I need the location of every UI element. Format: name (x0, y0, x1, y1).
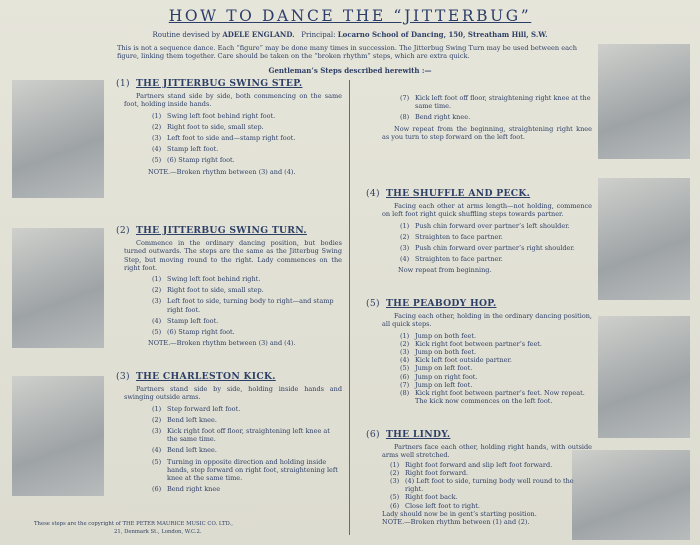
intro-text: This is not a sequence dance. Each “figure” may be done many times in succession. The Jitterbug Swing Turn may be used between each figure, linking them together. Care should be taken on the “broken rhythm” steps, which are extra quick. (117, 44, 578, 61)
step: (5) Right foot back. (390, 493, 458, 502)
section-heading: (5) THE PEABODY HOP. (366, 298, 497, 309)
section-heading: (2) THE JITTERBUG SWING TURN. (116, 225, 307, 236)
principal-label: Principal: (301, 31, 336, 39)
section-intro: Commence in the ordinary dancing position, but bodies turned outwards. The steps are the same as the Jitterbug Swing Step, but moving round to the right. Lady commences on the right foot. (124, 239, 342, 272)
photo-shuffle-peck (598, 178, 690, 300)
section-shuffle-peck (366, 190, 592, 275)
step: (3) Jump on both feet. (400, 348, 477, 357)
routine-author: ADELE ENGLAND. (222, 30, 295, 39)
footer-line-1: These steps are the copyright of THE PETER MAURICE MUSIC CO. LTD., (34, 521, 233, 527)
step: (2) Kick right foot between partner’s feet. (400, 339, 542, 348)
section-note: NOTE.—Broken rhythm between (3) and (4). (148, 167, 296, 176)
section-charleston-kick (116, 373, 342, 496)
photo-swing-turn (12, 228, 104, 348)
section-lindy (366, 431, 592, 526)
step: (2) Right foot to side, small step. (152, 122, 264, 131)
gentleman-heading: Gentleman’s Steps described herewith :— (268, 66, 432, 75)
step: (4) Bend left knee. (152, 446, 217, 455)
school-name: Locarno School of Dancing, 150, Streatham Hill, S.W. (337, 30, 548, 39)
step: (5) (6) Stamp right foot. (152, 328, 235, 337)
step: (8) Kick right foot between partner’s feet. Now repeat. The kick now commences on the left foot. (400, 389, 585, 406)
step: (3) Kick right foot off floor, straightening left knee at the same time. (152, 427, 330, 444)
section-note: NOTE.—Broken rhythm between (3) and (4). (148, 339, 296, 348)
step: (5) (6) Stamp right foot. (152, 156, 235, 165)
step: (4) Stamp left foot. (152, 316, 219, 325)
step: (3) Push chin forward over partner’s right shoulder. (400, 244, 575, 253)
photo-charleston-kick-2 (598, 44, 690, 159)
routine-credits (0, 30, 700, 39)
step: (2) Bend left knee. (152, 415, 217, 424)
step: (8) Bend right knee. (400, 113, 471, 122)
page-title: HOW TO DANCE THE “JITTERBUG” (168, 7, 532, 25)
step: (6) Bend right knee (152, 485, 221, 494)
section-outro: Lady should now be in gent’s starting position. (382, 509, 537, 518)
step: (1) Jump on both feet. (400, 331, 477, 340)
step: (1) Swing left foot behind right foot. (152, 111, 276, 120)
section-peabody-hop (366, 300, 592, 405)
step: (3) (4) Left foot to side, turning body well round to the right. (390, 477, 574, 494)
routine-prefix: Routine devised by (152, 31, 221, 39)
section-heading: (4) THE SHUFFLE AND PECK. (366, 188, 531, 199)
step: (4) Kick left foot outside partner. (400, 356, 512, 365)
section-intro: Partners stand side by side, both commencing on the same foot, holding inside hands. (124, 92, 342, 109)
step: (1) Swing left foot behind right. (152, 275, 261, 284)
step: (3) Left foot to side, turning body to right—and stamp right foot. (152, 297, 334, 314)
section-intro: Facing each other at arms length—not holding, commence on left foot right quick shuffling steps towards partner. (382, 202, 592, 219)
step: (4) Straighten to face partner. (400, 255, 503, 264)
step: (1) Right foot forward and slip left foot forward. (390, 460, 553, 469)
step: (5) Turning in opposite direction and holding inside hands, step forward on right foot, straightening left knee at the same time. (152, 457, 338, 483)
section-charleston-continued (382, 94, 592, 144)
step: (7) Kick left foot off floor, straightening right knee at the same time. (400, 94, 591, 111)
section-note: NOTE.—Broken rhythm between (1) and (2). (382, 518, 530, 527)
section-heading: (1) THE JITTERBUG SWING STEP. (116, 78, 303, 89)
column-divider (349, 80, 350, 535)
section-intro: Facing each other, holding in the ordinary dancing position, all quick steps. (382, 312, 592, 329)
photo-swing-step (12, 80, 104, 198)
section-outro: Now repeat from the beginning, straightening right knee as you turn to step forward on the left foot. (382, 124, 592, 141)
step: (2) Straighten to face partner. (400, 232, 503, 241)
step: (2) Right foot forward. (390, 468, 469, 477)
photo-charleston-kick (12, 376, 104, 496)
section-intro: Partners face each other, holding right hands, with outside arms well stretched. (382, 443, 592, 460)
step: (7) Jump on left foot. (400, 380, 473, 389)
step: (1) Step forward left foot. (152, 404, 241, 413)
section-heading: (3) THE CHARLESTON KICK. (116, 371, 276, 382)
step: (4) Stamp left foot. (152, 145, 219, 154)
section-intro: Partners stand side by side, holding inside hands and swinging outside arms. (124, 385, 342, 402)
step: (5) Jump on left foot. (400, 364, 473, 373)
step: (1) Push chin forward over partner’s left shoulder. (400, 221, 570, 230)
section-swing-step (116, 80, 342, 176)
photo-peabody-hop (598, 316, 690, 438)
copyright-footer (34, 520, 334, 536)
section-outro: Now repeat from beginning. (398, 266, 492, 275)
footer-line-2: 21, Denmark St., London, W.C.2. (114, 529, 202, 535)
step: (6) Jump on right foot. (400, 372, 478, 381)
step: (2) Right foot to side, small step. (152, 286, 264, 295)
section-heading: (6) THE LINDY. (366, 429, 451, 440)
step: (3) Left foot to side and—stamp right foot. (152, 134, 296, 143)
step: (6) Close left foot to right. (390, 501, 480, 510)
section-swing-turn (116, 227, 342, 347)
